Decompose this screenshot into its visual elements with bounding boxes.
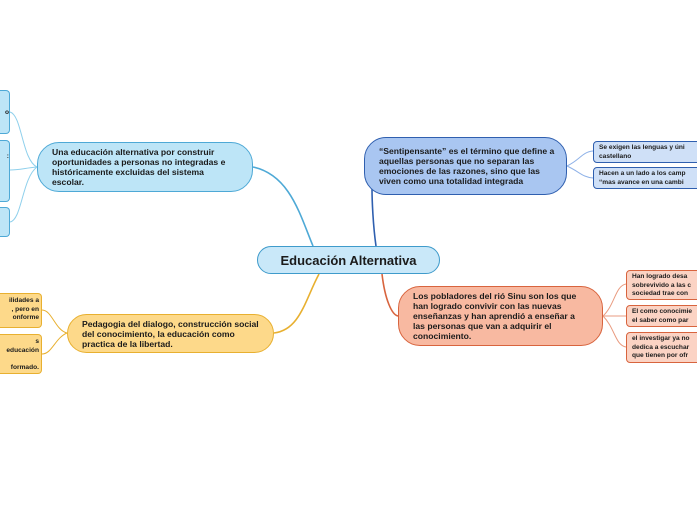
leaf-bottom-right-3[interactable]: el investigar ya no dedica a escuchar que tienen por ofr bbox=[626, 332, 697, 363]
leaf-top-right-1[interactable]: Se exigen las lenguas y úni castellano bbox=[593, 141, 697, 163]
branch-top-right-text: “Sentipensante” es el término que define a aquellas personas que no separan las emociones de las razones, sino que las viven como una totalidad integrada bbox=[379, 146, 555, 186]
leaf-top-left-3[interactable] bbox=[0, 207, 10, 237]
branch-bottom-left[interactable] bbox=[67, 314, 274, 353]
branch-top-left-text: Una educación alternativa por construir oportunidades a personas no integradas e históricamente excluidas del sistema escolar. bbox=[52, 147, 226, 187]
leaf-top-left-1[interactable]: o bbox=[0, 90, 10, 134]
leaf-bottom-right-1[interactable]: Han logrado desa sobrevivido a las c sociedad trae con bbox=[626, 270, 697, 300]
branch-bottom-left-text: Pedagogia del dialogo, construcción social del conocimiento, la educación como practica de la libertad. bbox=[82, 318, 259, 349]
leaf-top-right-2[interactable]: Hacen a un lado a los camp “mas avance en una cambi bbox=[593, 167, 697, 189]
leaf-top-left-2[interactable]: : bbox=[0, 140, 10, 202]
central-topic[interactable]: Educación Alternativa bbox=[257, 246, 440, 274]
leaf-bottom-right-2[interactable]: El como conocimie el saber como par bbox=[626, 305, 697, 327]
leaf-bottom-left-2[interactable]: s educación formado. bbox=[0, 334, 42, 374]
branch-bottom-right[interactable] bbox=[398, 286, 603, 346]
branch-top-right[interactable] bbox=[364, 137, 567, 195]
branch-bottom-right-text: Los pobladores del rió Sinu son los que han logrado convivir con las nuevas enseñanzas y han aprendió a enseñar a las personas que van a adquirir el conocimiento. bbox=[413, 291, 577, 341]
branch-top-left[interactable] bbox=[37, 142, 253, 192]
leaf-bottom-left-1[interactable]: ilidades a , pero en onforme bbox=[0, 293, 42, 328]
